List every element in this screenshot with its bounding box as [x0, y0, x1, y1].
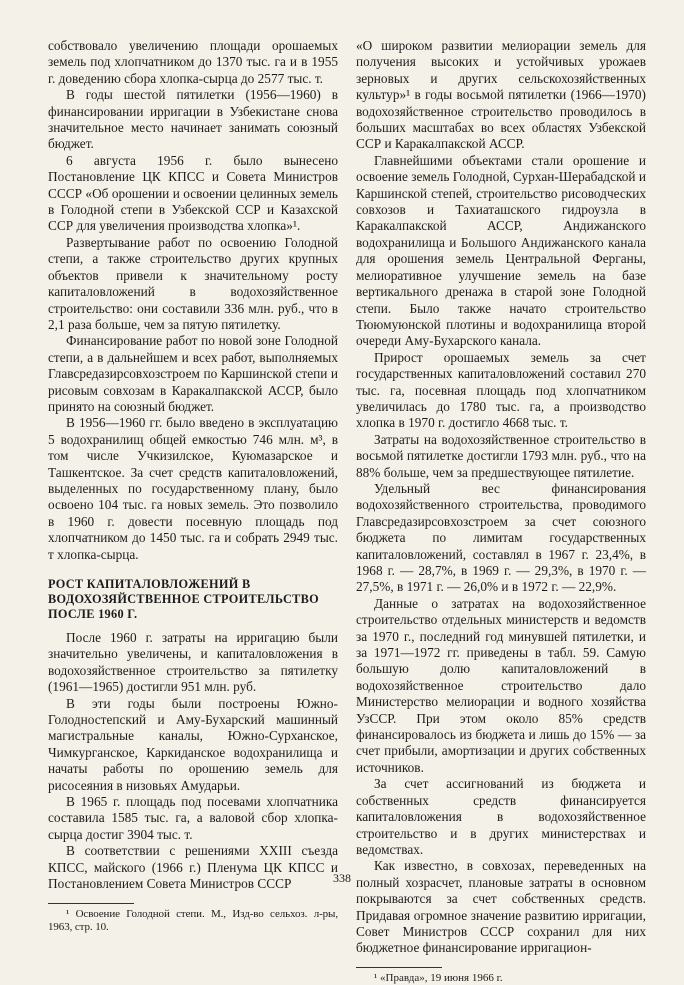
- left-footnote: ¹ Освоение Голодной степи. М., Изд-во сельхоз. л-ры, 1963, стр. 10.: [48, 907, 338, 933]
- paragraph: Развертывание работ по освоению Голодной степи, а также строительство других крупных объектов привели к значительному росту капиталовложений в водохозяйственное строительство: они составили 336 млн. руб., что в 2,1 раза больше, чем за пятую пятилетку.: [48, 234, 338, 332]
- left-paragraphs-before-heading: [48, 38, 338, 563]
- footnote-divider: [48, 903, 134, 904]
- paragraph: В эти годы были построены Южно-Голодностепский и Аму-Бухарский машинный магистральные каналы, Южно-Сурханское, Чимкурганское, Каркиданское водохранилища и начаты работы по орошению земель для рисосеяния в низовьях Амударьи.: [48, 695, 338, 793]
- paragraph: Удельный вес финансирования водохозяйственного строительства, проводимого Главсредазирсовхозстроем за счет союзного бюджета по лимитам государственных капиталовложений, составлял в 1967 г. 23,4%, в 1968 г. — 28,7%, в 1969 г. — 29,3%, в 1970 г. — 27,5%, в 1971 г. — 26,0% и в 1972 г. — 22,9%.: [356, 480, 646, 595]
- paragraph: В 1956—1960 гг. было введено в эксплуатацию 5 водохранилищ общей емкостью 746 млн. м³, в том числе Учкизилское, Куюмазарское и Ташкентское. За счет средств капиталовложений, выделенных по государственному плану, было освоено 104 тыс. га новых земель. Это позволило в 1960 г. довести посевную площадь под хлопчатником до 1450 тыс. га и собрать 2949 тыс. т хлопка-сырца.: [48, 415, 338, 562]
- paragraph: собствовало увеличению площади орошаемых земель под хлопчатником до 1370 тыс. га и в 1955 г. доведению сбора хлопка-сырца до 2577 тыс. т.: [48, 38, 338, 86]
- paragraph: В 1965 г. площадь под посевами хлопчатника составила 1585 тыс. га, а валовой сбор хлопка-сырца достиг 3904 тыс. т.: [48, 794, 338, 842]
- right-footnote: ¹ «Правда», 19 июня 1966 г.: [374, 971, 503, 984]
- paragraph: В соответствии с решениями XXIII съезда КПСС, майского (1966 г.) Пленума ЦК КПСС и Постановлением Совета Министров СССР: [48, 843, 338, 892]
- paragraph: Прирост орошаемых земель за счет государственных капиталовложений составил 270 тыс. га, посевная площадь под хлопчатником увеличилась до 1780 тыс. га, а производство хлопка в 1970 г. достигло 4668 тыс. т.: [356, 349, 646, 431]
- paragraph: В годы шестой пятилетки (1956—1960) в финансировании ирригации в Узбекистане снова значительное место начинает занимать союзный бюджет.: [48, 87, 338, 152]
- page-number: 338: [333, 871, 351, 885]
- paragraph: Затраты на водохозяйственное строительство в восьмой пятилетке достигли 1793 млн. руб., что на 88% больше, чем за предшествующее пятилетие.: [356, 431, 646, 480]
- paragraph: За счет ассигнований из бюджета и собственных средств финансируется капиталовложения в водохозяйственное строительство и в других министерствах и ведомствах.: [356, 776, 646, 857]
- paragraph: 6 августа 1956 г. было вынесено Постановление ЦК КПСС и Совета Министров СССР «Об орошении и освоении целинных земель в Голодной степи в Узбекской ССР и Казахской ССР для увеличения производства хлопка»¹.: [48, 152, 338, 234]
- section-heading: РОСТ КАПИТАЛОВЛОЖЕНИЙ В ВОДОХОЗЯЙСТВЕННОЕ СТРОИТЕЛЬСТВО ПОСЛЕ 1960 Г.: [48, 577, 319, 621]
- paragraph: Данные о затратах на водохозяйственное строительство отдельных министерств и ведомств за 1970 г., последний год минувшей пятилетки, и за 1971—1972 гг. приведены в табл. 59. Самую большую долю капиталовложений в водохозяйственное строительство дало Министерство мелиорации и водного хозяйства УзССР. При этом около 85% средств финансировалось из бюджета и лишь до 15% — за счет прибыли, амортизации и других собственных источников.: [356, 595, 646, 775]
- left-paragraphs-after-heading: [48, 630, 338, 893]
- paragraph: После 1960 г. затраты на ирригацию были значительно увеличены, и капиталовложения в водохозяйственное строительство за пятилетку (1961—1965) достигли 951 млн. руб.: [48, 630, 338, 695]
- paragraph: Как известно, в совхозах, переведенных на полный хозрасчет, плановые затраты в основном покрываются за счет собственных средств. Придавая огромное значение развитию ирригации, Совет Министров СССР сохранил для них бюджетное финансирование ирригацион-: [356, 858, 646, 956]
- paragraph: Главнейшими объектами стали орошение и освоение земель Голодной, Сурхан-Шерабадской и Каршинской степей, строительство рисоводческих совхозов и Тахиаташского гидроузла в Каракалпакской АССР, Андижанского водохранилища и Большого Андижанского канала для орошения земель Центральной Ферганы, мелиоративное улучшение земель на базе вертикального дренажа в старой зоне Голодной степи. Было также начато строительство Тююмуюнской плотины и водохранилища второй очереди Аму-Бухарского канала.: [356, 152, 646, 349]
- right-column: [356, 38, 646, 985]
- footnote-divider: [356, 967, 442, 968]
- left-column: [48, 38, 338, 935]
- paragraph: Финансирование работ по новой зоне Голодной степи, а в дальнейшем и всех работ, выполняемых Главсредазирсовхозстроем по Каршинской степи и рисовым совхозам в Каракалпакской АССР, было принято на союзный бюджет.: [48, 333, 338, 414]
- right-paragraphs: [356, 38, 646, 957]
- paragraph: «О широком развитии мелиорации земель для получения высоких и устойчивых урожаев зерновых и других сельскохозяйственных культур»¹ в годы восьмой пятилетки (1966—1970) водохозяйственное строительство проводилось в больших масштабах во всех областях Узбекской ССР и Каракалпакской АССР.: [356, 38, 646, 152]
